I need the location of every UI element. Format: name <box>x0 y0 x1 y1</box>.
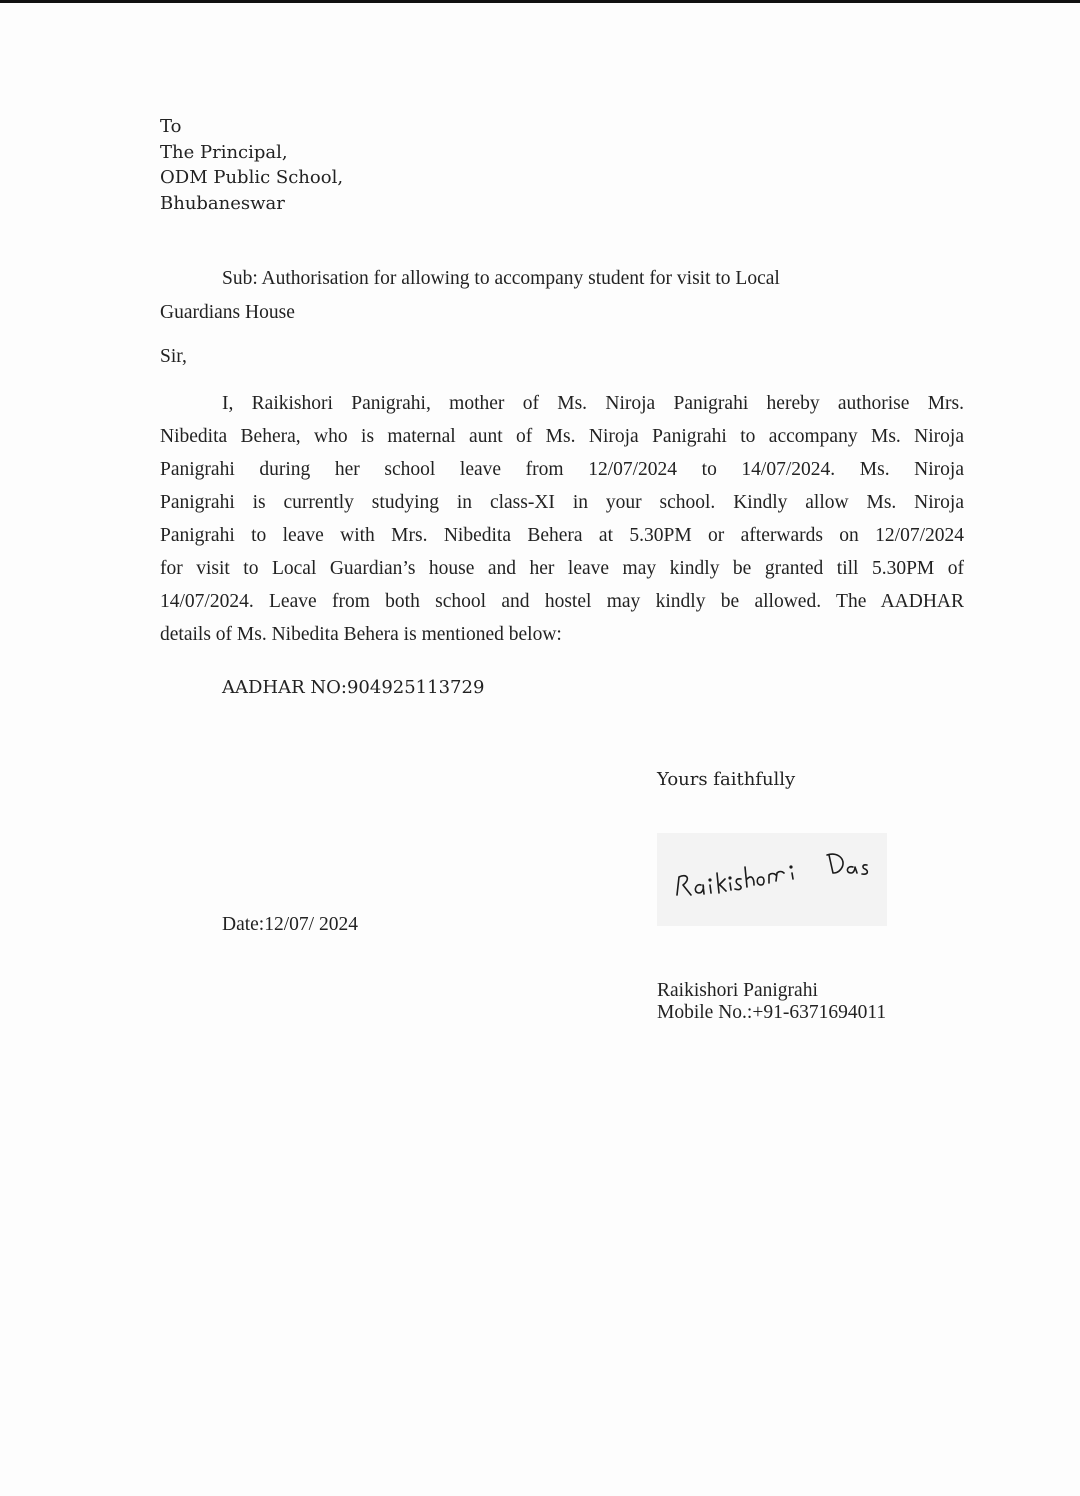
sender-name: Raikishori Panigrahi <box>657 980 818 1001</box>
greeting: Sir, <box>160 346 187 367</box>
letter-date: Date:12/07/ 2024 <box>222 914 358 935</box>
recipient-line: The Principal, <box>160 141 288 163</box>
signature-handwriting-icon <box>657 833 887 926</box>
body-line: 14/07/2024. Leave from both school and hostel may kindly be allowed. The AADHAR <box>160 591 964 612</box>
letter-body <box>160 387 964 651</box>
recipient-line: ODM Public School, <box>160 167 344 188</box>
top-border <box>0 0 1080 3</box>
body-line: for visit to Local Guardian’s house and her leave may kindly be granted till 5.30PM of <box>160 558 964 579</box>
subject-line: Sub: Authorisation for allowing to accompany student for visit to Local <box>222 268 780 289</box>
body-line: Nibedita Behera, who is maternal aunt of Ms. Niroja Panigrahi to accompany Ms. Niroja <box>160 426 964 447</box>
body-line: Panigrahi is currently studying in class-XI in your school. Kindly allow Ms. Niroja <box>160 492 964 513</box>
closing: Yours faithfully <box>657 769 796 790</box>
recipient-address <box>160 114 343 216</box>
subject-line: Guardians House <box>160 302 295 323</box>
body-line: Panigrahi during her school leave from 12/07/2024 to 14/07/2024. Ms. Niroja <box>160 459 964 480</box>
signature <box>657 833 887 926</box>
aadhar-number: AADHAR NO:904925113729 <box>222 677 485 698</box>
body-line: Panigrahi to leave with Mrs. Nibedita Behera at 5.30PM or afterwards on 12/07/2024 <box>160 525 964 546</box>
sender-mobile: Mobile No.:+91-6371694011 <box>657 1002 887 1023</box>
subject <box>160 262 880 330</box>
body-line: I, Raikishori Panigrahi, mother of Ms. Niroja Panigrahi hereby authorise Mrs. <box>222 393 964 414</box>
body-line: details of Ms. Nibedita Behera is mentioned below: <box>160 624 562 645</box>
recipient-line: Bhubaneswar <box>160 192 285 214</box>
to-label: To <box>160 116 182 137</box>
